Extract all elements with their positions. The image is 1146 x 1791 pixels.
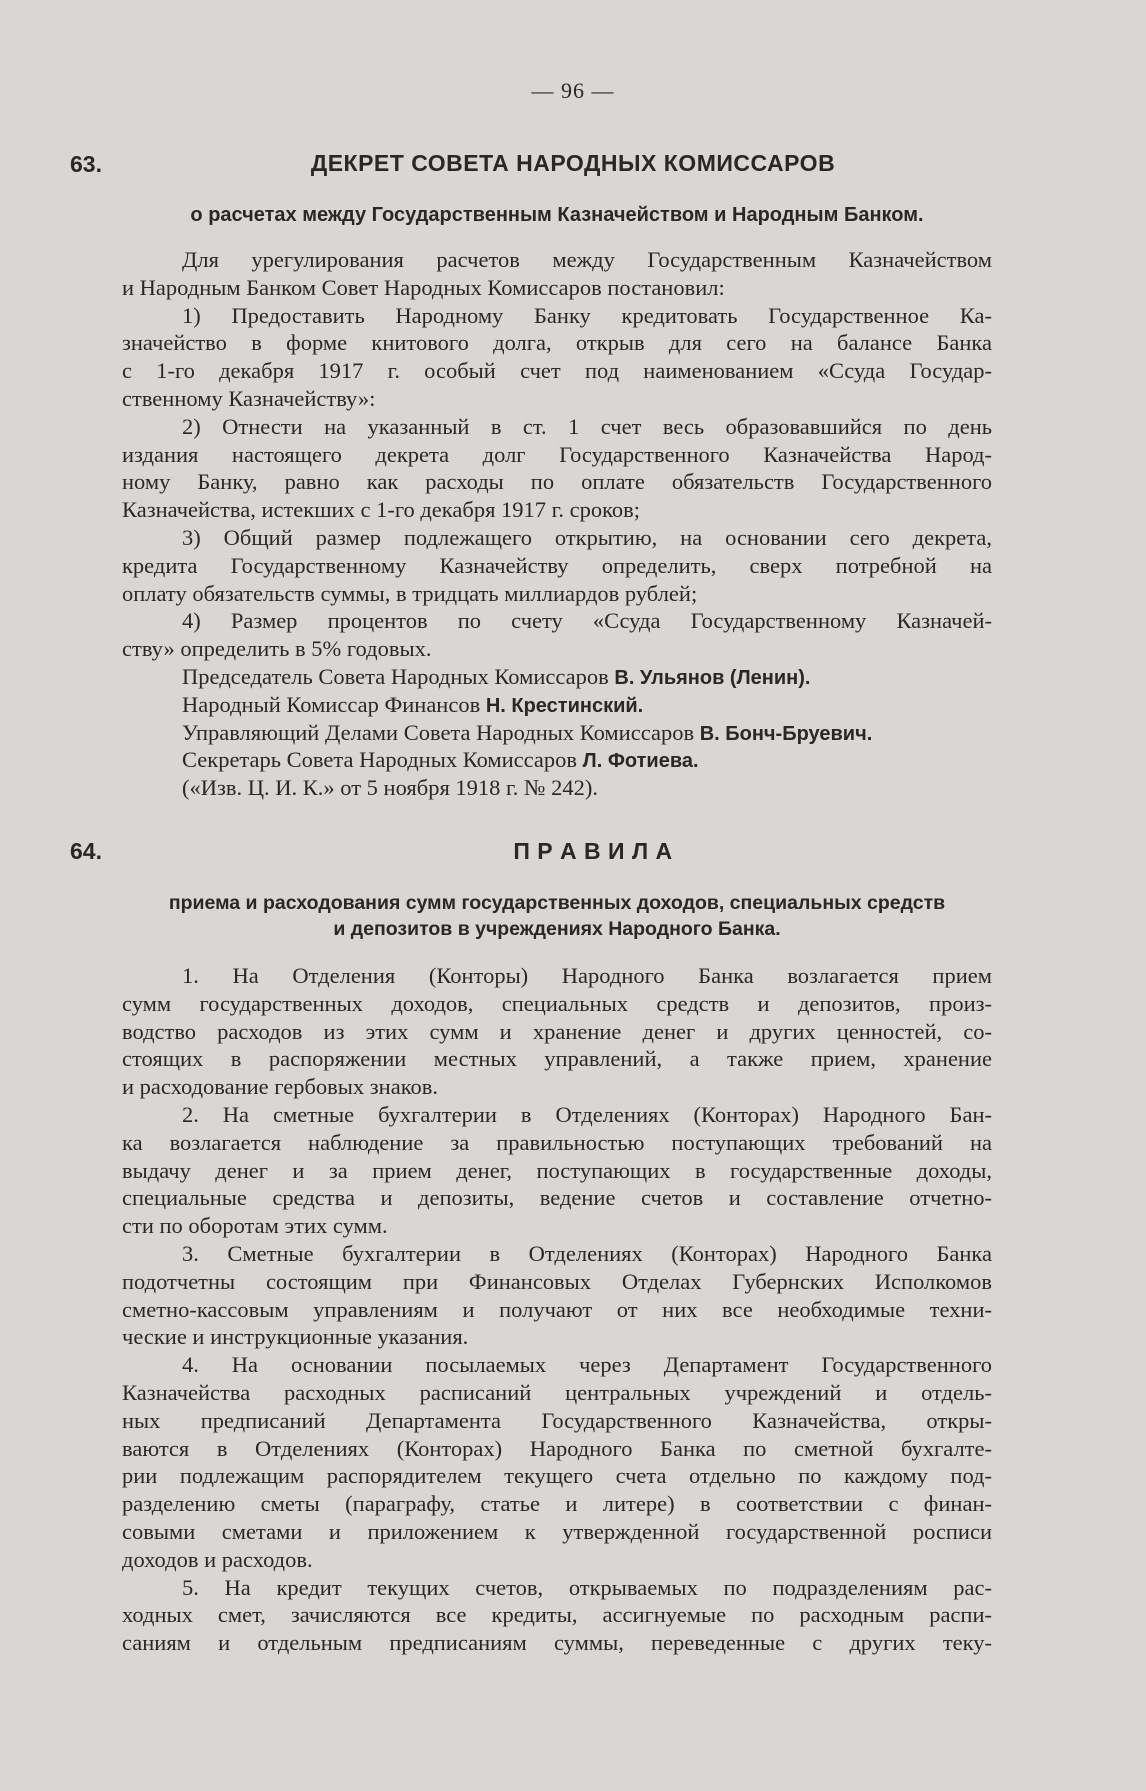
text-line: 1. На Отделения (Конторы) Народного Банка возлагается прием xyxy=(182,963,992,988)
text-line: издания настоящего декрета долг Государственного Казначейства Народ- xyxy=(122,441,992,467)
signature-line xyxy=(122,691,992,719)
text-line: 4) Размер процентов по счету «Ссуда Государственному Казначей- xyxy=(182,608,992,634)
text-line: Для урегулирования расчетов между Государственным Казначейством xyxy=(182,247,992,272)
text-line: ка возлагается наблюдение за правильностью поступающих требований на xyxy=(122,1129,992,1155)
signature-name: В. Ульянов (Ленин). xyxy=(614,666,811,689)
text-line: ваются в Отделениях (Конторах) Народного Банка по сметной бухгалте- xyxy=(122,1435,992,1461)
text-line: Казначейства, истекших с 1-го декабря 1917 г. сроков; xyxy=(122,497,641,523)
decree-body xyxy=(122,246,992,802)
text-line: 4. На основании посылаемых через Департамент Государственного xyxy=(182,1352,992,1378)
decree-title: ДЕКРЕТ СОВЕТА НАРОДНЫХ КОМИССАРОВ xyxy=(310,150,836,176)
rules-subtitle-line: приема и расходования сумм государственных доходов, специальных средств xyxy=(168,892,946,914)
text-line: специальные средства и депозиты, ведение счетов и составление отчетно- xyxy=(122,1185,992,1211)
signature-name: Л. Фотиева. xyxy=(582,750,699,773)
text-line: 5. На кредит текущих счетов, открываемых по подразделениям рас- xyxy=(182,1574,992,1600)
signature-name: В. Бонч-Бруевич. xyxy=(699,722,873,745)
signature-role: Управляющий Делами Совета Народных Комиссаров xyxy=(182,719,695,745)
text-line: водство расходов из этих сумм и хранение денег и других ценностей, со- xyxy=(122,1018,992,1044)
text-line: и расходование гербовых знаков. xyxy=(122,1074,438,1100)
text-line: сти по оборотам этих сумм. xyxy=(122,1213,388,1239)
text-line: подотчетны состоящим при Финансовых Отделах Губернских Исполкомов xyxy=(122,1268,992,1294)
text-line: с 1-го декабря 1917 г. особый счет под наименованием «Ссуда Государ- xyxy=(122,358,992,384)
signature-line xyxy=(122,746,992,774)
text-line: выдачу денег и за прием денег, поступающих в государственные доходы, xyxy=(122,1157,992,1183)
text-line: 3. Сметные бухгалтерии в Отделениях (Конторах) Народного Банка xyxy=(182,1240,992,1266)
text-line: кредита Государственному Казначейству определить, сверх потребной на xyxy=(122,552,992,578)
signature-role: Секретарь Совета Народных Комиссаров xyxy=(182,747,578,773)
signature-role: Народный Комиссар Финансов xyxy=(182,691,481,717)
text-line: ческие и инструкционные указания. xyxy=(122,1324,469,1350)
text-line: 2) Отнести на указанный в ст. 1 счет весь образовавшийся по день xyxy=(182,413,992,439)
rules-subtitle-line: и депозитов в учреждениях Народного Банка. xyxy=(333,918,781,940)
text-line: доходов и расходов. xyxy=(122,1546,313,1572)
page-number: — 96 — xyxy=(531,78,615,103)
signature-line xyxy=(122,663,992,691)
text-line: разделению сметы (параграфу, статье и литере) в соответствии с финан- xyxy=(122,1491,992,1517)
text-line: значейство в форме книтового долга, открыв для сего на балансе Банка xyxy=(122,330,992,356)
text-line: сумм государственных доходов, специальных средств и депозитов, произ- xyxy=(122,990,992,1016)
rules-subtitle xyxy=(122,890,992,942)
source-citation: («Изв. Ц. И. К.» от 5 ноября 1918 г. № 242). xyxy=(182,775,598,801)
signature-name: Н. Крестинский. xyxy=(485,694,644,717)
text-line: стоящих в распоряжении местных управлений, а также прием, хранение xyxy=(122,1046,992,1072)
text-line: 1) Предоставить Народному Банку кредитовать Государственное Ка- xyxy=(182,302,992,328)
text-line: ному Банку, равно как расходы по оплате обязательств Государственного xyxy=(122,469,992,495)
text-line: 2. На сметные бухгалтерии в Отделениях (Конторах) Народного Бан- xyxy=(182,1101,992,1127)
rules-body xyxy=(122,962,992,1657)
text-line: 3) Общий размер подлежащего открытию, на основании сего декрета, xyxy=(182,524,992,550)
text-line: ходных смет, зачисляются все кредиты, ассигнуемые по расходным распи- xyxy=(122,1602,992,1628)
decree-subtitle: о расчетах между Государственным Казначейством и Народным Банком. xyxy=(190,204,924,226)
text-line: оплату обязательств суммы, в тридцать миллиардов рублей; xyxy=(122,580,698,606)
text-line: ственному Казначейству»: xyxy=(122,385,376,411)
text-line: совыми сметами и приложением к утвержденной государственной росписи xyxy=(122,1518,992,1544)
text-line: саниям и отдельным предписаниям суммы, переведенные с других теку- xyxy=(122,1630,992,1656)
text-line: рии подлежащим распорядителем текущего счета отдельно по каждому под- xyxy=(122,1463,992,1489)
rules-title: П Р А В И Л А xyxy=(513,838,673,864)
signature-line xyxy=(122,719,992,747)
text-line: Казначейства расходных расписаний центральных учреждений и отдель- xyxy=(122,1379,992,1405)
rules-number: 64. xyxy=(70,838,102,864)
text-line: ных предписаний Департамента Государственного Казначейства, откры- xyxy=(122,1407,992,1433)
text-line: и Народным Банком Совет Народных Комиссаров постановил: xyxy=(122,274,725,300)
decree-number: 63. xyxy=(70,151,102,177)
text-line: ству» определить в 5% годовых. xyxy=(122,636,432,662)
text-line: сметно-кассовым управлениям и получают от них все необходимые техни- xyxy=(122,1296,992,1322)
signature-role: Председатель Совета Народных Комиссаров xyxy=(182,663,609,689)
